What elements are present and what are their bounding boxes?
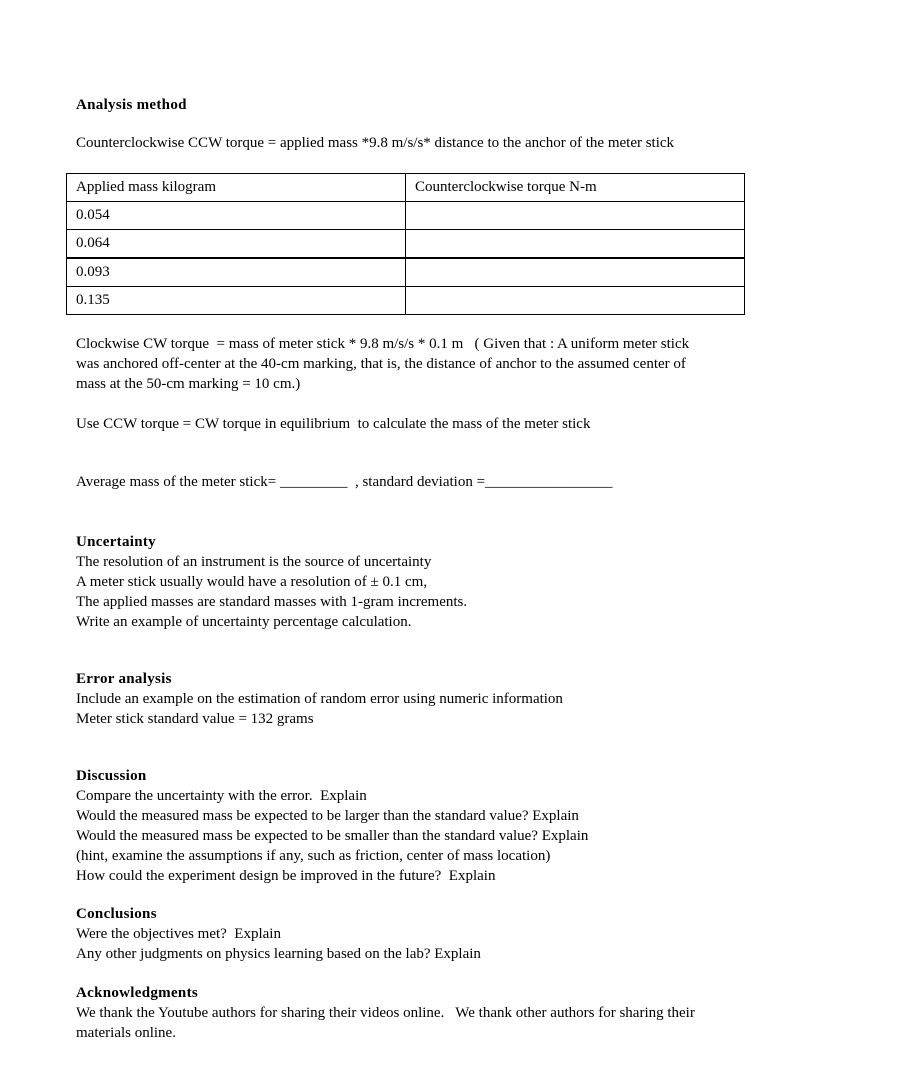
ccw-torque-formula: Counterclockwise CCW torque = applied mass *9.8 m/s/s* distance to the anchor of the meter stick: [76, 135, 675, 151]
table-row: [67, 287, 745, 315]
discussion-line-3: Would the measured mass be expected to be smaller than the standard value? Explain: [76, 828, 589, 844]
clockwise-line-1: Clockwise CW torque = mass of meter stick * 9.8 m/s/s * 0.1 m ( Given that : A uniform meter stick: [76, 336, 690, 352]
table-header-row: [67, 174, 745, 202]
table-header-mass: Applied mass kilogram: [67, 174, 406, 202]
equilibrium-instruction: Use CCW torque = CW torque in equilibrium to calculate the mass of the meter stick: [76, 416, 591, 432]
conclusions-section: [76, 904, 796, 964]
mass-torque-table: [66, 173, 745, 315]
table-row: [67, 258, 745, 287]
discussion-heading: Discussion: [76, 768, 147, 784]
table-header-torque: Counterclockwise torque N-m: [406, 174, 745, 202]
acknowledgments-section: [76, 983, 796, 1043]
conclusions-line-2: Any other judgments on physics learning based on the lab? Explain: [76, 946, 481, 962]
table-cell-torque[interactable]: [406, 287, 745, 315]
uncertainty-line-2: A meter stick usually would have a resolution of ± 0.1 cm,: [76, 574, 428, 590]
error-line-2: Meter stick standard value = 132 grams: [76, 711, 314, 727]
clockwise-line-3: mass at the 50-cm marking = 10 cm.): [76, 376, 301, 392]
analysis-heading: Analysis method: [76, 97, 187, 113]
error-heading: Error analysis: [76, 671, 172, 687]
table-cell-mass: 0.135: [67, 287, 406, 315]
uncertainty-line-3: The applied masses are standard masses with 1-gram increments.: [76, 594, 468, 610]
analysis-section: [76, 95, 796, 115]
table-cell-mass: 0.054: [67, 202, 406, 230]
average-section: [76, 472, 796, 492]
uncertainty-heading: Uncertainty: [76, 534, 156, 550]
equilibrium-section: [76, 414, 796, 434]
average-mass-line: Average mass of the meter stick= _________ , standard deviation =_________________: [76, 474, 613, 490]
conclusions-heading: Conclusions: [76, 906, 157, 922]
table-cell-mass: 0.093: [67, 258, 406, 287]
conclusions-line-1: Were the objectives met? Explain: [76, 926, 281, 942]
acknowledgments-line-1: We thank the Youtube authors for sharing their videos online. We thank other authors for sharing their: [76, 1005, 695, 1021]
discussion-section: [76, 766, 796, 886]
table-cell-torque[interactable]: [406, 230, 745, 259]
table-row: [67, 230, 745, 259]
error-section: [76, 669, 796, 729]
analysis-formula-block: [76, 133, 796, 153]
discussion-line-5: How could the experiment design be improved in the future? Explain: [76, 868, 496, 884]
discussion-line-2: Would the measured mass be expected to be larger than the standard value? Explain: [76, 808, 579, 824]
discussion-line-4: (hint, examine the assumptions if any, such as friction, center of mass location): [76, 848, 551, 864]
acknowledgments-heading: Acknowledgments: [76, 985, 199, 1001]
table-row: [67, 202, 745, 230]
table-cell-torque[interactable]: [406, 202, 745, 230]
clockwise-section: [76, 334, 796, 394]
uncertainty-line-4: Write an example of uncertainty percentage calculation.: [76, 614, 412, 630]
discussion-line-1: Compare the uncertainty with the error. Explain: [76, 788, 367, 804]
uncertainty-section: [76, 532, 796, 632]
uncertainty-line-1: The resolution of an instrument is the source of uncertainty: [76, 554, 432, 570]
clockwise-line-2: was anchored off-center at the 40-cm marking, that is, the distance of anchor to the assumed center of: [76, 356, 686, 372]
table-cell-torque[interactable]: [406, 258, 745, 287]
table-cell-mass: 0.064: [67, 230, 406, 259]
acknowledgments-line-2: materials online.: [76, 1025, 176, 1041]
error-line-1: Include an example on the estimation of random error using numeric information: [76, 691, 563, 707]
